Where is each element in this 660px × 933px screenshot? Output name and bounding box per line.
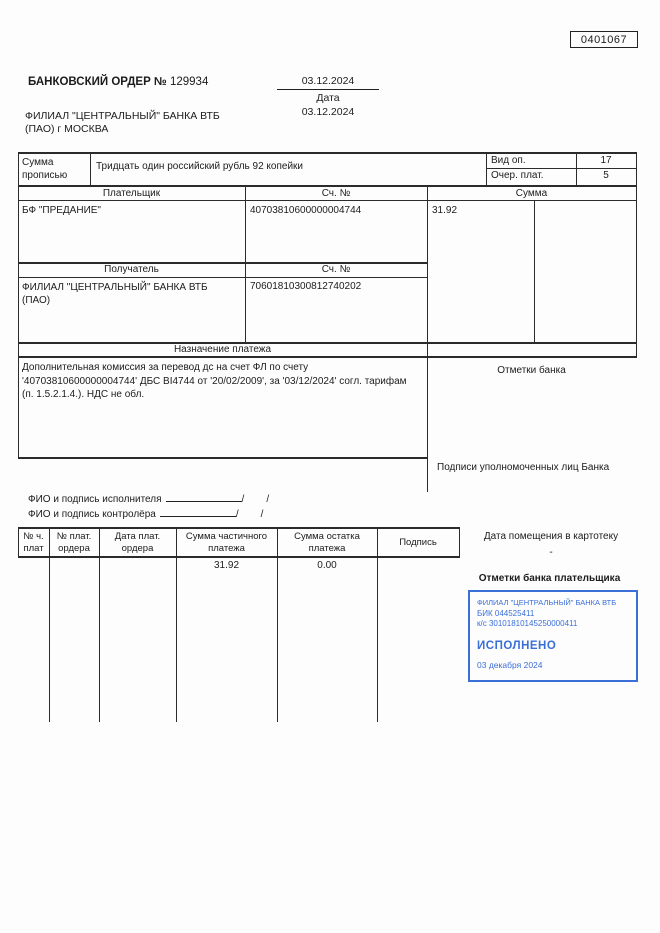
operation-type-value: 17: [600, 155, 612, 166]
table-border: [18, 185, 637, 187]
priority-label: Очер. плат.: [491, 170, 544, 181]
payer-account: 40703810600000004744: [250, 205, 362, 216]
table-border: [377, 527, 378, 722]
partial-amount-value: 31.92: [213, 560, 240, 571]
col-header-order-number: [49, 531, 99, 555]
table-border: [18, 457, 427, 459]
table-border: [427, 185, 428, 492]
payee-account: 70601810300812740202: [250, 281, 362, 292]
bank-name-line1: ФИЛИАЛ "ЦЕНТРАЛЬНЫЙ" БАНКА ВТБ: [25, 110, 220, 122]
col-header-remainder-amount: [277, 531, 377, 555]
payer-bank-marks-label: Отметки банка плательщика: [478, 573, 621, 584]
slash: /: [235, 509, 239, 520]
table-border: [18, 356, 637, 358]
issuing-bank-name: [25, 110, 220, 136]
table-border: [486, 152, 487, 185]
table-border: [459, 527, 460, 556]
bank-name-line2: (ПАО) г МОСКВА: [25, 123, 109, 135]
table-border: [99, 527, 100, 722]
controller-signature-line: [28, 506, 263, 520]
controller-label: ФИО и подпись контролёра: [28, 509, 156, 520]
remainder-amount-value: 0.00: [317, 560, 337, 571]
stamp-bank-name: ФИЛИАЛ "ЦЕНТРАЛЬНЫЙ" БАНКА ВТБ: [477, 598, 617, 607]
amount-words-label-line1: Сумма: [22, 157, 54, 168]
amount-words-label-line2: прописью: [22, 170, 68, 181]
col-header-line: плат: [23, 543, 44, 554]
card-file-label: Дата помещения в картотеку: [483, 531, 619, 542]
table-border: [176, 527, 177, 722]
order-number: 129934: [166, 76, 209, 88]
payee-account-header: Сч. №: [321, 264, 351, 275]
signature-underline: [160, 506, 236, 517]
table-border: [18, 556, 460, 558]
table-border: [18, 152, 637, 154]
payment-amount: 31.92: [432, 205, 458, 216]
payee-name: [22, 281, 237, 307]
col-header-line: Сумма остатка: [294, 531, 360, 542]
col-header-line: ордера: [58, 543, 90, 554]
stamp-date: 03 декабря 2024: [477, 660, 543, 670]
table-border: [277, 527, 278, 722]
col-header-signature: [377, 537, 459, 549]
operation-type-label: Вид оп.: [491, 155, 526, 166]
priority-value: 5: [603, 170, 609, 181]
bank-execution-stamp: [468, 590, 638, 682]
amount-in-words: Тридцать один российский рубль 92 копейки: [96, 161, 303, 172]
table-border: [18, 527, 460, 529]
col-header-line: Подпись: [399, 537, 437, 548]
executor-signature-line: [28, 491, 269, 505]
payee-header: Получатель: [104, 264, 159, 275]
table-border: [90, 152, 91, 185]
bank-signatures-label: Подписи уполномоченных лиц Банка: [437, 462, 610, 473]
col-header-part-number: [18, 531, 49, 555]
amount-words-label: [22, 156, 67, 182]
document-title: [28, 76, 208, 88]
col-header-order-date: [99, 531, 176, 555]
table-border: [534, 200, 535, 342]
date-value-2: 03.12.2024: [301, 106, 355, 118]
slash: /: [241, 494, 245, 505]
form-code-box: [570, 31, 638, 48]
date-block: [277, 75, 379, 118]
card-file-value: -: [549, 547, 553, 558]
col-header-line: Дата плат.: [114, 531, 161, 542]
payee-name-line1: ФИЛИАЛ "ЦЕНТРАЛЬНЫЙ" БАНКА ВТБ: [22, 282, 208, 293]
purpose-text: Дополнительная комиссия за перевод дс на счет ФЛ по счету '40703810600000004744' ДБС BI4744 от '20/02/2009', за '03/12/2024' согл. тарифам (п. 1.5.2.1.4.). НДС не обл.: [22, 362, 407, 400]
col-header-line: Сумма частичного: [185, 531, 268, 542]
sum-header: Сумма: [515, 188, 548, 199]
col-header-line: № ч.: [23, 531, 44, 542]
title-label: БАНКОВСКИЙ ОРДЕР №: [28, 76, 167, 88]
purpose-header: Назначение платежа: [173, 344, 272, 355]
stamp-status: ИСПОЛНЕНО: [477, 639, 557, 652]
col-header-line: платежа: [208, 543, 245, 554]
table-border: [18, 277, 427, 278]
col-header-line: ордера: [121, 543, 154, 554]
form-code: 0401067: [580, 33, 628, 46]
slash: /: [266, 494, 270, 505]
payer-account-header: Сч. №: [321, 188, 351, 199]
date-label: Дата: [316, 92, 340, 104]
stamp-bik: БИК 044525411: [477, 608, 535, 618]
stamp-corr-account: к/с 30101810145250000411: [477, 619, 578, 628]
col-header-line: платежа: [308, 543, 346, 554]
bank-marks-label: Отметки банка: [497, 365, 566, 376]
table-border: [18, 200, 637, 201]
payer-name: БФ "ПРЕДАНИЕ": [22, 205, 101, 216]
date-value: 03.12.2024: [277, 75, 379, 90]
table-border: [486, 168, 637, 169]
col-header-line: № плат.: [56, 531, 92, 542]
payer-header: Плательщик: [102, 188, 161, 199]
executor-label: ФИО и подпись исполнителя: [28, 494, 162, 505]
col-header-partial-amount: [176, 531, 277, 555]
table-border: [636, 152, 637, 356]
slash: /: [260, 509, 264, 520]
table-border: [49, 527, 50, 722]
signature-underline: [166, 491, 242, 502]
payee-name-line2: (ПАО): [22, 295, 51, 306]
